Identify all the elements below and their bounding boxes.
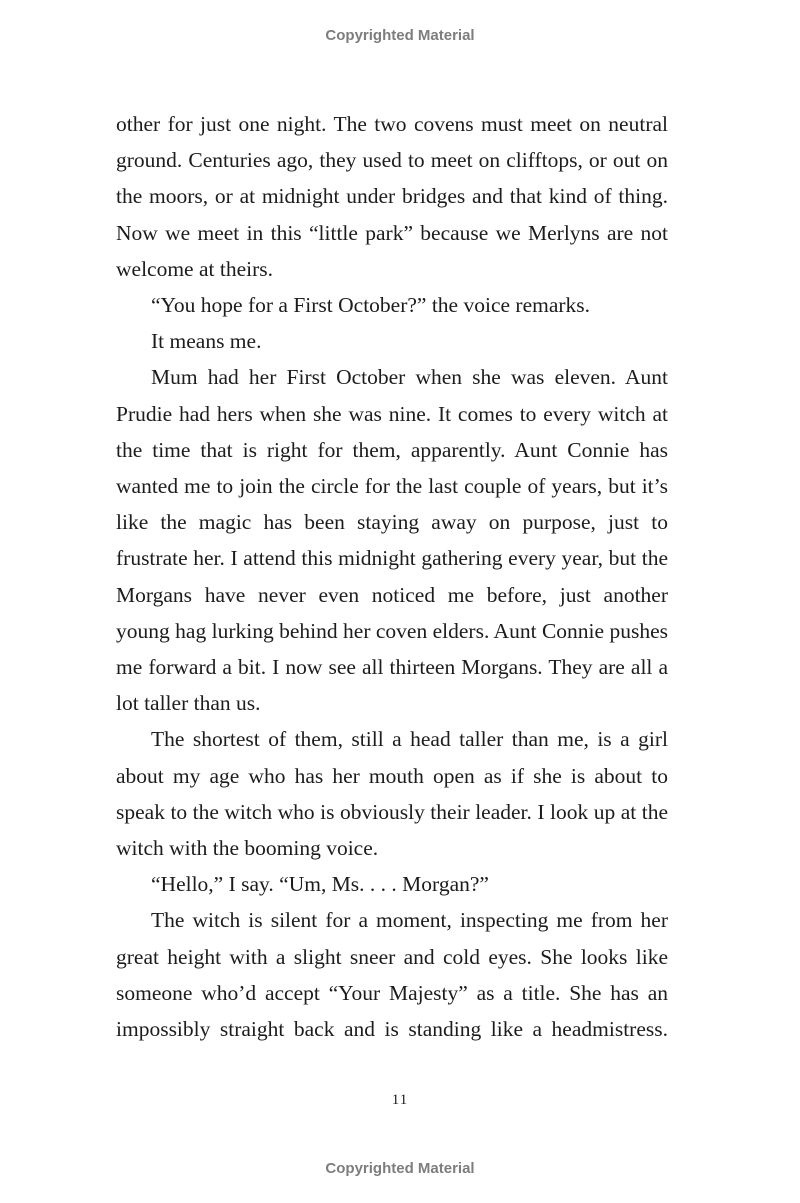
paragraph-7: The witch is silent for a moment, inspecting me from her great height with a slight sneer and cold eyes. She looks like someone who’d accept “Your Majesty” as a title. She has an impossibly straight back and is standing like a headmistress.: [116, 908, 668, 1042]
paragraph-4: Mum had her First October when she was eleven. Aunt Prudie had hers when she was nine. It comes to every witch at the time that is right for them, apparently. Aunt Connie has wanted me to join the circle for the last couple of years, but it’s like the magic has been staying away on purpose, just to frustrate her. I attend this midnight gathering every year, but the Morgans have never even noticed me before, just another young hag lurking behind her coven elders. Aunt Connie pushes me forward a bit. I now see all thirteen Morgans. They are all a lot taller than us.: [116, 365, 668, 716]
copyright-watermark-bottom: Copyrighted Material: [325, 1160, 475, 1177]
paragraph-2: “You hope for a First October?” the voice remarks.: [151, 293, 591, 318]
paragraph-6: “Hello,” I say. “Um, Ms. . . . Morgan?”: [151, 872, 489, 897]
page-number: 11: [391, 1092, 409, 1108]
paragraph-1: other for just one night. The two covens must meet on neutral ground. Centuries ago, they used to meet on clifftops, or out on the moors, or at midnight under bridges and that kind of thing. Now we meet in this “little park” because we Merlyns are not welcome at theirs.: [116, 112, 668, 281]
copyright-watermark-top: Copyrighted Material: [325, 27, 475, 44]
page-body: [116, 106, 668, 1047]
paragraph-5: The shortest of them, still a head taller than me, is a girl about my age who has her mouth open as if she is about to speak to the witch who is obviously their leader. I look up at the witch with the booming voice.: [116, 727, 668, 861]
paragraph-3: It means me.: [151, 329, 262, 354]
